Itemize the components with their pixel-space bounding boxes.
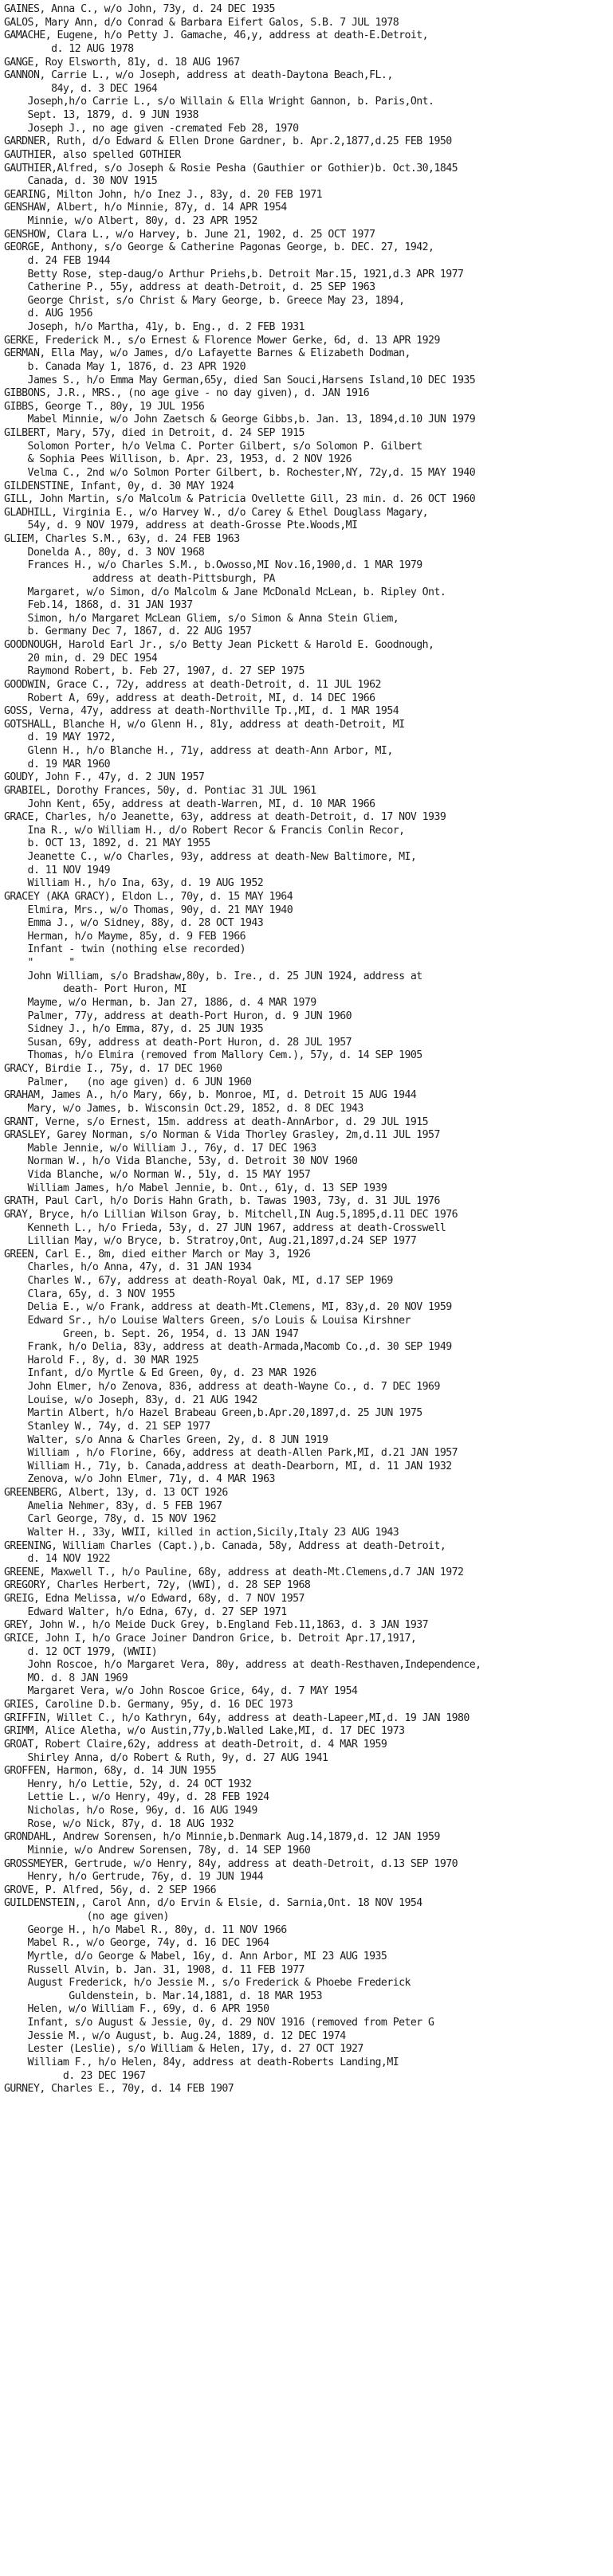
record-line: Raymond Robert, b. Feb 27, 1907, d. 27 SEP 1975	[4, 665, 305, 678]
record-line: GOODWIN, Grace C., 72y, address at death-Detroit, d. 11 JUL 1962	[4, 678, 381, 691]
record-line: Lettie L., w/o Henry, 49y, d. 28 FEB 1924	[4, 1791, 269, 1804]
record-line: GRACY, Birdie I., 75y, d. 17 DEC 1960	[4, 1063, 222, 1075]
record-line: GANGE, Roy Elsworth, 81y, d. 18 AUG 1967	[4, 56, 240, 69]
record-line: Edward Walter, h/o Edna, 67y, d. 27 SEP 1971	[4, 1606, 287, 1618]
record-line: GRASLEY, Garey Norman, s/o Norman & Vida Thorley Grasley, 2m,d.11 JUL 1957	[4, 1129, 440, 1142]
record-line: 20 min, d. 29 DEC 1954	[4, 652, 158, 665]
record-line: Henry, h/o Gertrude, 76y, d. 19 JUN 1944	[4, 1871, 264, 1884]
record-line: GRACE, Charles, h/o Jeanette, 63y, address at death-Detroit, d. 17 NOV 1939	[4, 811, 446, 824]
record-line: Infant, d/o Myrtle & Ed Green, 0y, d. 23 MAR 1926	[4, 1367, 316, 1380]
record-line: GROFFEN, Harmon, 68y, d. 14 JUN 1955	[4, 1765, 217, 1778]
record-line: address at death-Pittsburgh, PA	[4, 572, 275, 585]
record-line: GRAY, Bryce, h/o Lillian Wilson Gray, b. Mitchell,IN Aug.5,1895,d.11 DEC 1976	[4, 1208, 458, 1221]
record-line: GAINES, Anna C., w/o John, 73y, d. 24 DEC 1935	[4, 3, 275, 15]
record-line: Myrtle, d/o George & Mabel, 16y, d. Ann Arbor, MI 23 AUG 1935	[4, 1950, 387, 1962]
record-line: Mayme, w/o Herman, b. Jan 27, 1886, d. 4 MAR 1979	[4, 996, 316, 1009]
record-line: d. 12 AUG 1978	[4, 42, 134, 55]
record-line: Glenn H., h/o Blanche H., 71y, address at death-Ann Arbor, MI,	[4, 745, 393, 757]
record-line: John Roscoe, h/o Margaret Vera, 80y, address at death-Resthaven,Independence,	[4, 1659, 481, 1672]
record-line: James S., h/o Emma May German,65y, died San Souci,Harsens Island,10 DEC 1935	[4, 374, 476, 386]
record-line: Lester (Leslie), s/o William & Helen, 17y, d. 27 OCT 1927	[4, 2043, 363, 2056]
record-line: GRABIEL, Dorothy Frances, 50y, d. Pontiac 31 JUL 1961	[4, 784, 316, 797]
record-line: GEARING, Milton John, h/o Inez J., 83y, d. 20 FEB 1971	[4, 188, 323, 201]
record-line: August Frederick, h/o Jessie M., s/o Frederick & Phoebe Frederick	[4, 1977, 411, 1990]
record-line: Green, b. Sept. 26, 1954, d. 13 JAN 1947	[4, 1327, 299, 1340]
record-line: GILL, John Martin, s/o Malcolm & Patricia Ovellette Gill, 23 min. d. 26 OCT 1960	[4, 493, 476, 506]
record-line: d. 24 FEB 1944	[4, 254, 111, 267]
record-line: John Elmer, h/o Zenova, 836, address at death-Wayne Co., d. 7 DEC 1969	[4, 1381, 440, 1393]
record-line: GREENBERG, Albert, 13y, d. 13 OCT 1926	[4, 1487, 228, 1499]
record-line: GREY, John W., h/o Meide Duck Grey, b.England Feb.11,1863, d. 3 JAN 1937	[4, 1619, 429, 1632]
record-line: GLADHILL, Virginia E., w/o Harvey W., d/o Carey & Ethel Douglass Magary,	[4, 506, 429, 519]
record-line: GIBBS, George T., 80y, 19 JUL 1956	[4, 400, 205, 413]
record-line: Louise, w/o Joseph, 83y, d. 21 AUG 1942	[4, 1394, 257, 1406]
record-line: Jessie M., w/o August, b. Aug.24, 1889, d. 12 DEC 1974	[4, 2029, 346, 2042]
record-line: Margaret Vera, w/o John Roscoe Grice, 64y, d. 7 MAY 1954	[4, 1685, 358, 1698]
record-line: Walter H., 33y, WWII, killed in action,Sicily,Italy 23 AUG 1943	[4, 1526, 399, 1539]
record-line: & Sophia Pees Willison, b. Apr. 23, 1953, d. 2 NOV 1926	[4, 453, 352, 466]
record-line: Jeanette C., w/o Charles, 93y, address at death-New Baltimore, MI,	[4, 851, 417, 863]
record-line: Nicholas, h/o Rose, 96y, d. 16 AUG 1949	[4, 1805, 257, 1817]
record-line: GANNON, Carrie L., w/o Joseph, address at death-Daytona Beach,FL.,	[4, 69, 393, 82]
record-line: b. Germany Dec 7, 1867, d. 22 AUG 1957	[4, 625, 252, 638]
record-line: GILDENSTINE, Infant, 0y, d. 30 MAY 1924	[4, 480, 234, 492]
record-line: GREIG, Edna Melissa, w/o Edward, 68y, d. 7 NOV 1957	[4, 1593, 305, 1605]
record-line: Ina R., w/o William H., d/o Robert Recor & Francis Conlin Recor,	[4, 824, 405, 837]
record-line: Carl George, 78y, d. 15 NOV 1962	[4, 1513, 217, 1526]
record-line: d. 11 NOV 1949	[4, 864, 111, 876]
record-line: William F., h/o Helen, 84y, address at death-Roberts Landing,MI	[4, 2056, 399, 2068]
record-line: Minnie, w/o Albert, 80y, d. 23 APR 1952	[4, 215, 257, 227]
record-line: d. 12 OCT 1979, (WWII)	[4, 1645, 158, 1658]
record-line: Betty Rose, step-daug/o Arthur Priehs,b. Detroit Mar.15, 1921,d.3 APR 1977	[4, 268, 464, 280]
record-line: d. 14 NOV 1922	[4, 1553, 111, 1566]
record-line: GAMACHE, Eugene, h/o Petty J. Gamache, 46,y, address at death-E.Detroit,	[4, 29, 429, 42]
record-line: Norman W., h/o Vida Blanche, 53y, d. Detroit 30 NOV 1960	[4, 1155, 358, 1168]
record-line: Catherine P., 55y, address at death-Detroit, d. 25 SEP 1963	[4, 281, 375, 294]
record-line: Amelia Nehmer, 83y, d. 5 FEB 1967	[4, 1500, 222, 1512]
record-line: William H., h/o Ina, 63y, d. 19 AUG 1952	[4, 877, 264, 890]
record-line: Emma J., w/o Sidney, 88y, d. 28 OCT 1943	[4, 917, 264, 930]
record-line: d. 23 DEC 1967	[4, 2069, 146, 2082]
record-line: GERKE, Frederick M., s/o Ernest & Florence Mower Gerke, 6d, d. 13 APR 1929	[4, 334, 440, 347]
record-line: Helen, w/o William F., 69y, d. 6 APR 1950	[4, 2003, 269, 2016]
record-line: Donelda A., 80y, d. 3 NOV 1968	[4, 546, 205, 559]
record-line: GALOS, Mary Ann, d/o Conrad & Barbara Eifert Galos, S.B. 7 JUL 1978	[4, 16, 399, 29]
record-line: GRICE, John I, h/o Grace Joiner Dandron Grice, b. Detroit Apr.17,1917,	[4, 1632, 417, 1645]
record-line: " "	[4, 957, 75, 969]
record-line: GRAHAM, James A., h/o Mary, 66y, b. Monroe, MI, d. Detroit 15 AUG 1944	[4, 1089, 417, 1102]
record-line: d. 19 MAY 1972,	[4, 731, 116, 744]
record-line: GLIEM, Charles S.M., 63y, d. 24 FEB 1963	[4, 533, 240, 545]
record-line: GRIMM, Alice Aletha, w/o Austin,77y,b.Walled Lake,MI, d. 17 DEC 1973	[4, 1725, 405, 1738]
record-line: GRATH, Paul Carl, h/o Doris Hahn Grath, b. Tawas 1903, 73y, d. 31 JUL 1976	[4, 1195, 440, 1208]
record-line: Infant, s/o August & Jessie, 0y, d. 29 NOV 1916 (removed from Peter G	[4, 2017, 434, 2029]
record-line: George H., h/o Mabel R., 80y, d. 11 NOV 1966	[4, 1923, 287, 1936]
record-line: Canada, d. 30 NOV 1915	[4, 175, 158, 188]
record-line: John William, s/o Bradshaw,80y, b. Ire., d. 25 JUN 1924, address at	[4, 970, 422, 982]
record-line: William H., 71y, b. Canada,address at death-Dearborn, MI, d. 11 JAN 1932	[4, 1460, 452, 1472]
record-line: Palmer, 77y, address at death-Port Huron, d. 9 JUN 1960	[4, 1010, 352, 1022]
record-line: GREENE, Maxwell T., h/o Pauline, 68y, address at death-Mt.Clemens,d.7 JAN 1972	[4, 1566, 464, 1578]
record-line: Harold F., 8y, d. 30 MAR 1925	[4, 1354, 198, 1366]
record-line: GEORGE, Anthony, s/o George & Catherine Pagonas George, b. DEC. 27, 1942,	[4, 241, 434, 254]
record-line: Henry, h/o Lettie, 52y, d. 24 OCT 1932	[4, 1778, 252, 1790]
record-line: Solomon Porter, h/o Velma C. Porter Gilbert, s/o Solomon P. Gilbert	[4, 440, 422, 453]
record-line: GROAT, Robert Claire,62y, address at death-Detroit, d. 4 MAR 1959	[4, 1738, 387, 1751]
record-line: GAUTHIER,Alfred, s/o Joseph & Rosie Pesha (Gauthier or Gothier)b. Oct.30,1845	[4, 162, 458, 174]
record-line: GURNEY, Charles E., 70y, d. 14 FEB 1907	[4, 2083, 234, 2096]
record-line: GRACEY (AKA GRACY), Eldon L., 70y, d. 15 MAY 1964	[4, 890, 293, 903]
record-line: b. Canada May 1, 1876, d. 23 APR 1920	[4, 360, 246, 373]
record-line: 84y, d. 3 DEC 1964	[4, 82, 158, 95]
record-line: Robert A, 69y, address at death-Detroit, MI, d. 14 DEC 1966	[4, 692, 375, 704]
record-line: d. AUG 1956	[4, 308, 92, 320]
record-line: Joseph,h/o Carrie L., s/o Willain & Ella Wright Gannon, b. Paris,Ont.	[4, 96, 434, 108]
record-line: GRIES, Caroline D.b. Germany, 95y, d. 16 DEC 1973	[4, 1699, 293, 1711]
record-line: GRANT, Verne, s/o Ernest, 15m. address at death-AnnArbor, d. 29 JUL 1915	[4, 1115, 429, 1128]
record-line: Guldenstein, b. Mar.14,1881, d. 18 MAR 1953	[4, 1990, 323, 2002]
record-line: death- Port Huron, MI	[4, 983, 187, 996]
record-line: George Christ, s/o Christ & Mary George, b. Greece May 23, 1894,	[4, 294, 405, 307]
record-line: Joseph, h/o Martha, 41y, b. Eng., d. 2 FEB 1931	[4, 321, 305, 333]
record-line: GENSHAW, Albert, h/o Minnie, 87y, d. 14 APR 1954	[4, 202, 287, 214]
record-line: GOSS, Verna, 47y, address at death-Northville Tp.,MI, d. 1 MAR 1954	[4, 705, 399, 718]
record-line: Walter, s/o Anna & Charles Green, 2y, d. 8 JUN 1919	[4, 1433, 328, 1446]
record-line: Frances H., w/o Charles S.M., b.Owosso,MI Nov.16,1900,d. 1 MAR 1979	[4, 559, 422, 572]
record-line: Charles W., 67y, address at death-Royal Oak, MI, d.17 SEP 1969	[4, 1275, 393, 1287]
record-line: Mabel Minnie, w/o John Zaetsch & George Gibbs,b. Jan. 13, 1894,d.10 JUN 1979	[4, 414, 476, 426]
record-line: Joseph J., no age given -cremated Feb 28, 1970	[4, 122, 299, 135]
record-line: Infant - twin (nothing else recorded)	[4, 943, 246, 956]
record-line: Feb.14, 1868, d. 31 JAN 1937	[4, 599, 193, 612]
record-line: Mabel R., w/o George, 74y, d. 16 DEC 1964	[4, 1937, 269, 1950]
record-line: Elmira, Mrs., w/o Thomas, 90y, d. 21 MAY 1940	[4, 904, 293, 916]
record-line: Russell Alvin, b. Jan. 31, 1908, d. 11 FEB 1977	[4, 1963, 305, 1976]
record-line: Thomas, h/o Elmira (removed from Mallory Cem.), 57y, d. 14 SEP 1905	[4, 1049, 422, 1062]
record-line: GREGORY, Charles Herbert, 72y, (WWI), d. 28 SEP 1968	[4, 1579, 311, 1592]
record-line: GENSHOW, Clara L., w/o Harvey, b. June 21, 1902, d. 25 OCT 1977	[4, 228, 375, 241]
record-line: GOODNOUGH, Harold Earl Jr., s/o Betty Jean Pickett & Harold E. Goodnough,	[4, 639, 434, 651]
record-line: GROVE, P. Alfred, 56y, d. 2 SEP 1966	[4, 1884, 217, 1896]
record-line: GERMAN, Ella May, w/o James, d/o Lafayette Barnes & Elizabeth Dodman,	[4, 347, 411, 360]
record-line: Vida Blanche, w/o Norman W., 51y, d. 15 MAY 1957	[4, 1169, 311, 1181]
record-line: GRIFFIN, Willet C., h/o Kathryn, 64y, address at death-Lapeer,MI,d. 19 JAN 1980	[4, 1711, 470, 1724]
record-line: GRONDAHL, Andrew Sorensen, h/o Minnie,b.Denmark Aug.14,1879,d. 12 JAN 1959	[4, 1831, 440, 1844]
record-line: GARDNER, Ruth, d/o Edward & Ellen Drone Gardner, b. Apr.2,1877,d.25 FEB 1950	[4, 135, 452, 148]
record-line: John Kent, 65y, address at death-Warren, MI, d. 10 MAR 1966	[4, 798, 375, 810]
record-line: Shirley Anna, d/o Robert & Ruth, 9y, d. 27 AUG 1941	[4, 1751, 328, 1764]
record-line: Palmer, (no age given) d. 6 JUN 1960	[4, 1076, 252, 1088]
record-line: b. OCT 13, 1892, d. 21 MAY 1955	[4, 837, 210, 850]
record-line: Simon, h/o Margaret McLean Gliem, s/o Simon & Anna Stein Gliem,	[4, 612, 399, 625]
record-line: Edward Sr., h/o Louise Walters Green, s/o Louis & Louisa Kirshner	[4, 1314, 411, 1327]
record-line: Martin Albert, h/o Hazel Brabeau Green,b.Apr.20,1897,d. 25 JUN 1975	[4, 1407, 422, 1420]
record-line: d. 19 MAR 1960	[4, 758, 111, 770]
record-line: GAUTHIER, also spelled GOTHIER	[4, 148, 181, 161]
record-line: Velma C., 2nd w/o Solmon Porter Gilbert, b. Rochester,NY, 72y,d. 15 MAY 1940	[4, 466, 476, 479]
record-line: Margaret, w/o Simon, d/o Malcolm & Jane McDonald McLean, b. Ripley Ont.	[4, 586, 446, 598]
record-line: William , h/o Florine, 66y, address at death-Allen Park,MI, d.21 JAN 1957	[4, 1447, 458, 1460]
record-line: Zenova, w/o John Elmer, 71y, d. 4 MAR 1963	[4, 1473, 275, 1486]
record-line: GIBBONS, J.R., MRS., (no age give - no day given), d. JAN 1916	[4, 387, 370, 400]
record-line: Sidney J., h/o Emma, 87y, d. 25 JUN 1935	[4, 1023, 264, 1036]
record-line: GILBERT, Mary, 57y, died in Detroit, d. 24 SEP 1915	[4, 427, 305, 439]
record-line: Frank, h/o Delia, 83y, address at death-Armada,Macomb Co.,d. 30 SEP 1949	[4, 1341, 452, 1354]
record-line: Sept. 13, 1879, d. 9 JUN 1938	[4, 109, 198, 121]
record-line: (no age given)	[4, 1911, 169, 1923]
record-line: Kenneth L., h/o Frieda, 53y, d. 27 JUN 1967, address at death-Crosswell	[4, 1221, 446, 1234]
record-line: GREEN, Carl E., 8m, died either March or May 3, 1926	[4, 1248, 311, 1261]
record-line: Susan, 69y, address at death-Port Huron, d. 28 JUL 1957	[4, 1036, 352, 1049]
record-line: Herman, h/o Mayme, 85y, d. 9 FEB 1966	[4, 930, 246, 943]
record-line: GROSSMEYER, Gertrude, w/o Henry, 84y, address at death-Detroit, d.13 SEP 1970	[4, 1857, 458, 1870]
record-line: Stanley W., 74y, d. 21 SEP 1977	[4, 1420, 210, 1433]
record-line: Charles, h/o Anna, 47y, d. 31 JAN 1934	[4, 1261, 252, 1274]
record-line: GREENING, William Charles (Capt.),b. Canada, 58y, Address at death-Detroit,	[4, 1539, 446, 1552]
record-line: Mary, w/o James, b. Wisconsin Oct.29, 1852, d. 8 DEC 1943	[4, 1102, 363, 1115]
record-line: Lillian May, w/o Bryce, b. Stratroy,Ont, Aug.21,1897,d.24 SEP 1977	[4, 1235, 417, 1248]
record-line: MO. d. 8 JAN 1969	[4, 1672, 128, 1684]
record-line: William James, h/o Mabel Jennie, b. Ont., 61y, d. 13 SEP 1939	[4, 1182, 387, 1194]
record-line: Rose, w/o Nick, 87y, d. 18 AUG 1932	[4, 1817, 234, 1830]
record-line: Delia E., w/o Frank, address at death-Mt.Clemens, MI, 83y,d. 20 NOV 1959	[4, 1301, 452, 1314]
record-line: Mable Jennie, w/o William J., 76y, d. 17 DEC 1963	[4, 1142, 316, 1155]
record-line: GOTSHALL, Blanche H, w/o Glenn H., 81y, address at death-Detroit, MI	[4, 718, 405, 731]
record-line: Minnie, w/o Andrew Sorensen, 78y, d. 14 SEP 1960	[4, 1844, 311, 1857]
record-line: GUILDENSTEIN,, Carol Ann, d/o Ervin & Elsie, d. Sarnia,Ont. 18 NOV 1954	[4, 1897, 422, 1910]
record-line: 54y, d. 9 NOV 1979, address at death-Grosse Pte.Woods,MI	[4, 520, 358, 532]
record-line: GOUDY, John F., 47y, d. 2 JUN 1957	[4, 771, 205, 784]
record-line: Clara, 65y, d. 3 NOV 1955	[4, 1288, 175, 1300]
